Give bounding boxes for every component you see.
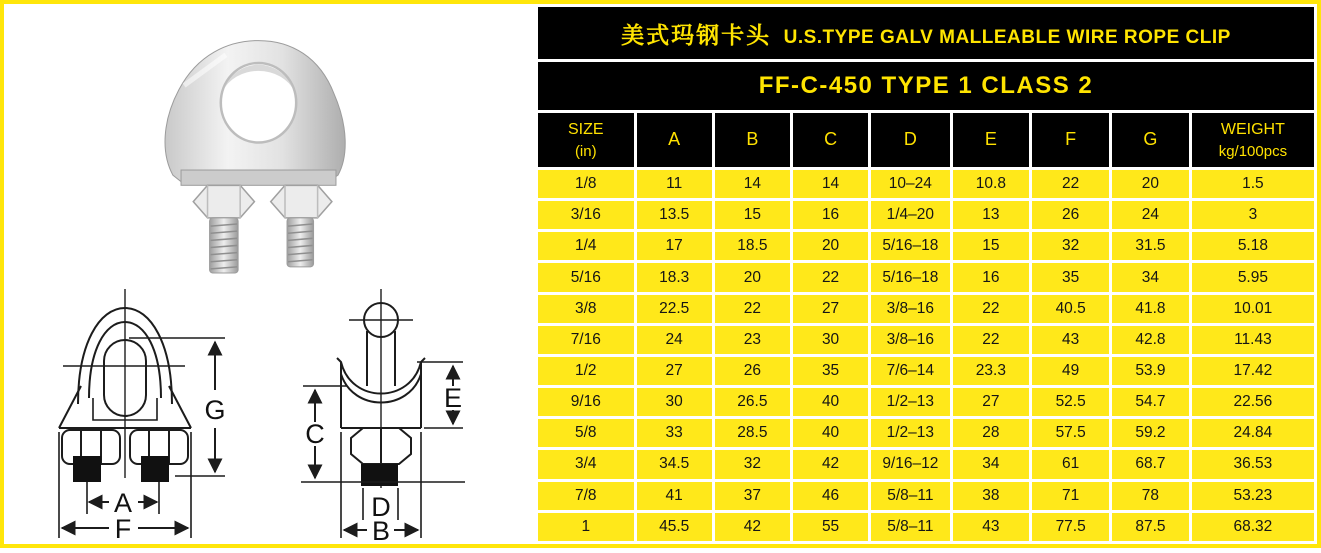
value-cell: 11 [637,170,712,198]
front-view-diagram [36,286,288,553]
value-cell: 3/8–16 [871,326,949,354]
title-row [538,7,1314,59]
table-row [538,513,1314,541]
value-cell: 18.5 [715,232,790,260]
value-cell: 33 [637,419,712,447]
value-cell: 5/16–18 [871,263,949,291]
spec-standard: FF-C-450 TYPE 1 CLASS 2 [538,62,1314,110]
value-cell: 16 [953,263,1030,291]
value-cell: 20 [793,232,868,260]
value-cell: 57.5 [1032,419,1109,447]
dim-label-c: C [305,419,325,449]
col-header-b: B [715,113,790,167]
table-row [538,263,1314,291]
table-row [538,326,1314,354]
value-cell: 55 [793,513,868,541]
size-cell: 5/16 [538,263,634,291]
size-cell: 7/16 [538,326,634,354]
value-cell: 1/2–13 [871,419,949,447]
value-cell: 31.5 [1112,232,1189,260]
value-cell: 5/16–18 [871,232,949,260]
value-cell: 49 [1032,357,1109,385]
right-bolt [287,218,314,267]
col-header-g: G [1112,113,1189,167]
value-cell: 23.3 [953,357,1030,385]
value-cell: 68.7 [1112,450,1189,478]
value-cell: 14 [715,170,790,198]
value-cell: 22 [793,263,868,291]
spec-panel [535,4,1317,544]
value-cell: 20 [715,263,790,291]
value-cell: 22 [715,295,790,323]
col-header-e: E [953,113,1030,167]
col-weight-sub: kg/100pcs [1218,143,1288,160]
value-cell: 30 [793,326,868,354]
value-cell: 41 [637,482,712,510]
right-nut [271,185,332,218]
value-cell: 15 [953,232,1030,260]
value-cell: 52.5 [1032,388,1109,416]
value-cell: 14 [793,170,868,198]
table-row [538,357,1314,385]
table-row [538,232,1314,260]
front-right-rope-block [141,456,169,482]
value-cell: 27 [793,295,868,323]
table-row [538,388,1314,416]
size-cell: 1/2 [538,357,634,385]
value-cell: 36.53 [1192,450,1314,478]
value-cell: 77.5 [1032,513,1109,541]
table-row [538,201,1314,229]
value-cell: 53.9 [1112,357,1189,385]
value-cell: 5/8–11 [871,513,949,541]
size-cell: 5/8 [538,419,634,447]
column-header-row [538,113,1314,167]
dim-label-b: B [371,516,391,546]
value-cell: 11.43 [1192,326,1314,354]
value-cell: 22 [953,326,1030,354]
value-cell: 18.3 [637,263,712,291]
value-cell: 9/16–12 [871,450,949,478]
value-cell: 54.7 [1112,388,1189,416]
col-header-f: F [1032,113,1109,167]
table-row [538,450,1314,478]
side-view-drawing [292,286,509,548]
col-size-label: SIZE [568,121,604,139]
value-cell: 7/6–14 [871,357,949,385]
value-cell: 5/8–11 [871,482,949,510]
dim-label-g: G [204,395,226,425]
col-header-a: A [637,113,712,167]
value-cell: 32 [1032,232,1109,260]
value-cell: 3/8–16 [871,295,949,323]
value-cell: 27 [953,388,1030,416]
value-cell: 1/4–20 [871,201,949,229]
size-cell: 9/16 [538,388,634,416]
value-cell: 10.8 [953,170,1030,198]
table-row [538,295,1314,323]
value-cell: 24 [1112,201,1189,229]
value-cell: 23 [715,326,790,354]
col-weight-label: WEIGHT [1220,121,1285,139]
size-cell: 3/4 [538,450,634,478]
dim-label-d: D [371,492,391,522]
table-row [538,419,1314,447]
value-cell: 24 [637,326,712,354]
value-cell: 35 [1032,263,1109,291]
value-cell: 22 [953,295,1030,323]
wire-rope-clip-photo [126,10,391,275]
value-cell: 41.8 [1112,295,1189,323]
value-cell: 10.01 [1192,295,1314,323]
dim-label-a: A [113,488,133,518]
value-cell: 13 [953,201,1030,229]
value-cell: 42 [793,450,868,478]
spec-table [535,4,1317,544]
value-cell: 34 [953,450,1030,478]
size-cell: 1/4 [538,232,634,260]
value-cell: 59.2 [1112,419,1189,447]
size-cell: 3/16 [538,201,634,229]
value-cell: 1.5 [1192,170,1314,198]
value-cell: 43 [1032,326,1109,354]
value-cell: 22.56 [1192,388,1314,416]
left-nut [193,185,254,218]
value-cell: 35 [793,357,868,385]
page-title [538,7,1314,59]
side-view-diagram [292,286,509,553]
spec-standard-row [538,62,1314,110]
value-cell: 24.84 [1192,419,1314,447]
value-cell: 20 [1112,170,1189,198]
size-cell: 3/8 [538,295,634,323]
value-cell: 3 [1192,201,1314,229]
col-header-c: C [793,113,868,167]
spec-table-body [538,170,1314,541]
value-cell: 61 [1032,450,1109,478]
value-cell: 26 [715,357,790,385]
col-header-d: D [871,113,949,167]
size-cell: 1 [538,513,634,541]
value-cell: 22.5 [637,295,712,323]
front-left-rope-block [73,456,101,482]
front-view-drawing [36,286,288,548]
value-cell: 42.8 [1112,326,1189,354]
dim-label-e: E [443,383,463,413]
value-cell: 71 [1032,482,1109,510]
value-cell: 37 [715,482,790,510]
value-cell: 26 [1032,201,1109,229]
value-cell: 13.5 [637,201,712,229]
value-cell: 5.18 [1192,232,1314,260]
value-cell: 45.5 [637,513,712,541]
value-cell: 78 [1112,482,1189,510]
value-cell: 28.5 [715,419,790,447]
value-cell: 42 [715,513,790,541]
size-cell: 7/8 [538,482,634,510]
value-cell: 87.5 [1112,513,1189,541]
value-cell: 15 [715,201,790,229]
value-cell: 53.23 [1192,482,1314,510]
value-cell: 1/2–13 [871,388,949,416]
product-photo [126,10,391,280]
value-cell: 40 [793,388,868,416]
value-cell: 38 [953,482,1030,510]
dim-label-f: F [114,514,132,544]
value-cell: 40 [793,419,868,447]
value-cell: 22 [1032,170,1109,198]
value-cell: 34.5 [637,450,712,478]
col-header-size [538,113,634,167]
value-cell: 28 [953,419,1030,447]
value-cell: 10–24 [871,170,949,198]
value-cell: 46 [793,482,868,510]
value-cell: 26.5 [715,388,790,416]
title-chinese: 美式玛钢卡头 [621,21,772,48]
value-cell: 30 [637,388,712,416]
value-cell: 27 [637,357,712,385]
value-cell: 16 [793,201,868,229]
col-size-sub: (in) [574,143,597,160]
col-header-weight [1192,113,1314,167]
value-cell: 68.32 [1192,513,1314,541]
size-cell: 1/8 [538,170,634,198]
value-cell: 43 [953,513,1030,541]
value-cell: 5.95 [1192,263,1314,291]
value-cell: 17 [637,232,712,260]
title-english: U.S.TYPE GALV MALLEABLE WIRE ROPE CLIP [783,26,1231,48]
value-cell: 17.42 [1192,357,1314,385]
clip-eye-hole [221,63,296,143]
left-panel [4,4,535,544]
table-row [538,170,1314,198]
value-cell: 34 [1112,263,1189,291]
table-row [538,482,1314,510]
left-bolt [210,218,239,273]
clip-base-bar [181,170,336,185]
value-cell: 40.5 [1032,295,1109,323]
side-nut [351,428,411,464]
value-cell: 32 [715,450,790,478]
